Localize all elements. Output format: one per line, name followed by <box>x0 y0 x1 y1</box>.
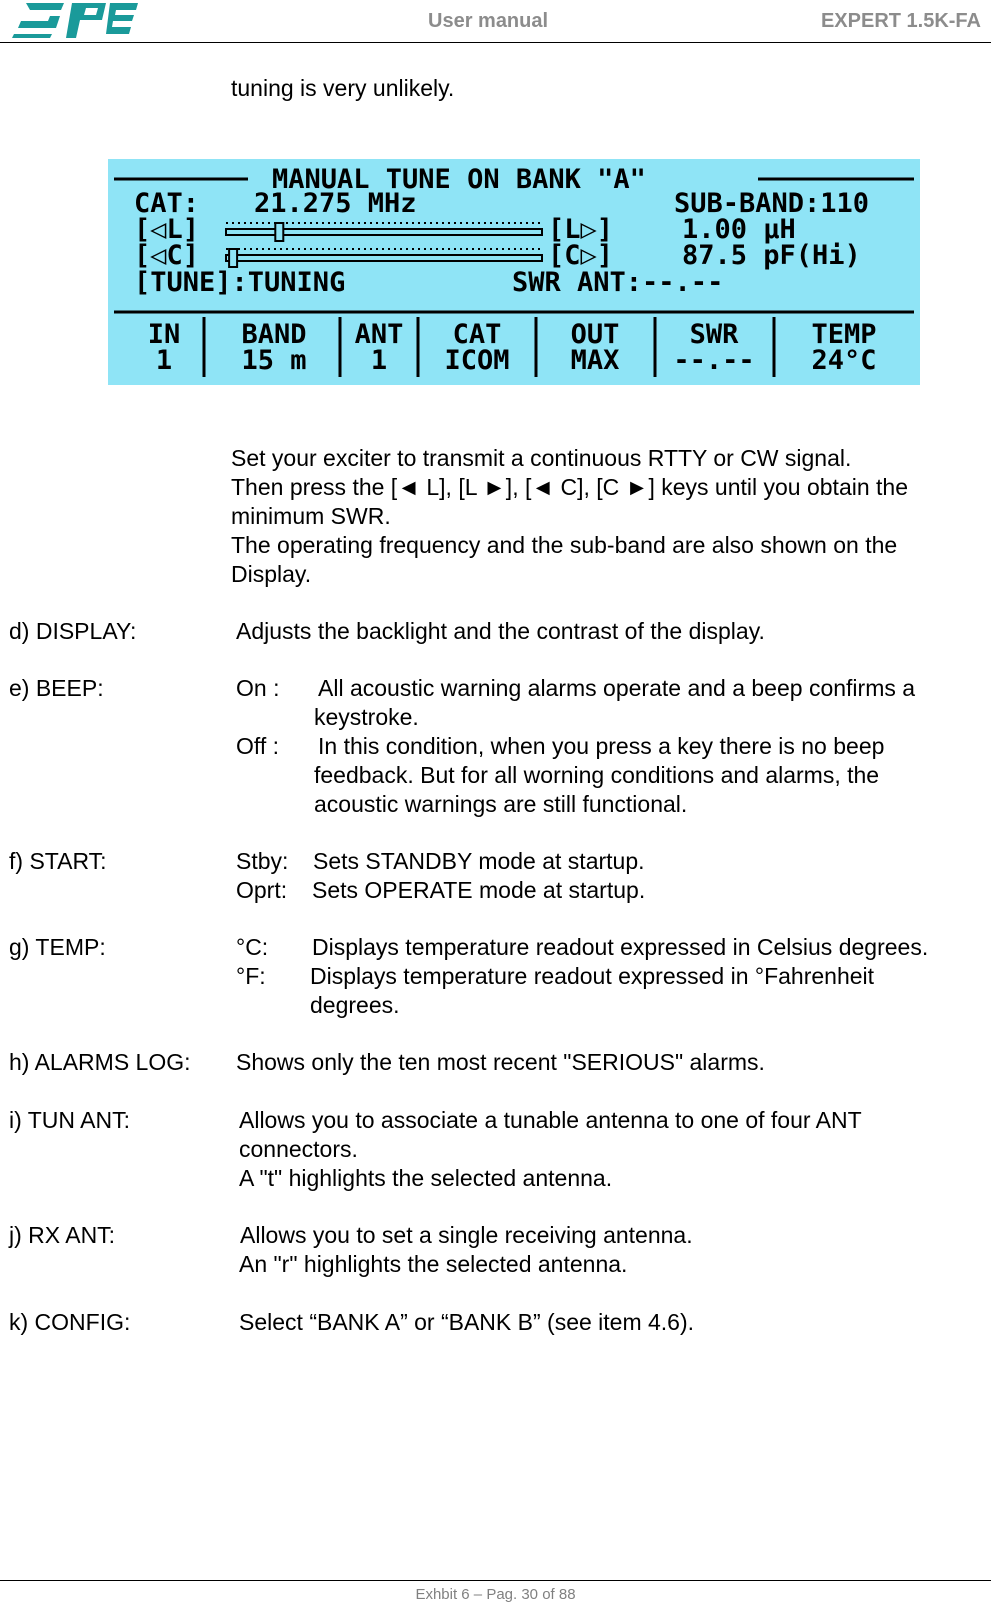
lcd-cell-in-label: IN <box>147 319 181 350</box>
rx-ant-line-1: Allows you to set a single receiving antenna. <box>240 1222 693 1248</box>
lcd-cell-ant-label: ANT <box>354 319 404 350</box>
tun-ant-line-2: connectors. <box>239 1136 358 1162</box>
lcd-l-left: [◁L] <box>134 214 200 245</box>
lcd-cell-temp-value: 24°C <box>811 345 877 376</box>
tun-ant-line-1: Allows you to associate a tunable antenna to one of four ANT <box>239 1107 862 1133</box>
lcd-cell-cat-label: CAT <box>452 319 502 350</box>
temp-f-key: °F: <box>236 963 266 989</box>
beep-on-key: On : <box>236 675 280 701</box>
start-oprt-key: Oprt: <box>236 877 288 903</box>
item-display-text: Adjusts the backlight and the contrast of the display. <box>236 618 765 644</box>
beep-on-line-2: keystroke. <box>314 704 419 730</box>
rx-ant-line-2: An "r" highlights the selected antenna. <box>239 1251 628 1277</box>
lcd-l-value: 1.00 μH <box>682 214 796 245</box>
instruction-line-1: Set your exciter to transmit a continuous RTTY or CW signal. <box>231 445 852 471</box>
instruction-line-4: The operating frequency and the sub-band are also shown on the <box>231 532 898 558</box>
lcd-cell-temp-label: TEMP <box>811 319 877 350</box>
lcd-c-right: [C▷] <box>548 240 614 271</box>
page-footer: Exhbit 6 – Pag. 30 of 88 <box>415 1586 576 1603</box>
beep-off-line-2: feedback. But for all worning conditions and alarms, the <box>314 762 880 788</box>
lcd-c-slider-track <box>226 255 542 261</box>
item-temp-label: g) TEMP: <box>9 934 106 960</box>
lcd-cell-cat-value: ICOM <box>444 345 510 376</box>
instruction-line-3: minimum SWR. <box>231 503 391 529</box>
start-oprt-text: Sets OPERATE mode at startup. <box>312 877 646 903</box>
lcd-c-left: [◁C] <box>134 240 200 271</box>
lcd-cell-swr-value: --.-- <box>673 345 755 376</box>
lcd-title: MANUAL TUNE ON BANK "A" <box>272 164 646 195</box>
beep-off-line-3: acoustic warnings are still functional. <box>314 791 688 817</box>
lcd-cell-band-label: BAND <box>241 319 307 350</box>
lcd-screen <box>108 159 920 385</box>
lcd-tune-status: [TUNE]:TUNING <box>134 267 346 298</box>
item-beep-label: e) BEEP: <box>9 675 104 701</box>
spe-logo <box>10 0 140 44</box>
lcd-subband: SUB-BAND:110 <box>674 188 870 219</box>
beep-off-line-1: In this condition, when you press a key there is no beep <box>318 733 885 759</box>
lcd-c-value: 87.5 pF(Hi) <box>682 240 861 271</box>
beep-off-key: Off : <box>236 733 280 759</box>
item-alarms-log-label: h) ALARMS LOG: <box>9 1049 191 1075</box>
item-config-label: k) CONFIG: <box>9 1309 131 1335</box>
lcd-frequency: 21.275 MHz <box>254 188 417 219</box>
instruction-line-2: Then press the [◄ L], [L ►], [◄ C], [C ►] keys until you obtain the <box>231 474 908 500</box>
lcd-l-slider-track <box>226 229 542 235</box>
lcd-cat-label: CAT: <box>134 188 200 219</box>
temp-c-text: Displays temperature readout expressed in Celsius degrees. <box>312 934 929 960</box>
temp-f-line-2: degrees. <box>310 992 400 1018</box>
beep-on-line-1: All acoustic warning alarms operate and a beep confirms a <box>318 675 916 701</box>
header-model: EXPERT 1.5K-FA <box>820 10 981 32</box>
lcd-c-slider-knob <box>229 249 237 267</box>
item-rx-ant-label: j) RX ANT: <box>9 1222 116 1248</box>
intro-text: tuning is very unlikely. <box>231 75 455 101</box>
lcd-cell-swr-label: SWR <box>689 319 739 350</box>
instruction-line-5: Display. <box>231 561 312 587</box>
tun-ant-line-3: A "t" highlights the selected antenna. <box>239 1165 613 1191</box>
lcd-cell-band-value: 15 m <box>241 345 307 376</box>
lcd-swr-ant: SWR ANT:--.-- <box>512 267 724 298</box>
header-divider <box>0 42 991 43</box>
lcd-cell-ant-value: 1 <box>370 345 388 376</box>
lcd-l-slider-knob <box>275 223 283 241</box>
item-tun-ant-label: i) TUN ANT: <box>9 1107 130 1133</box>
lcd-cell-in-value: 1 <box>155 345 173 376</box>
lcd-l-right: [L▷] <box>548 214 614 245</box>
lcd-cell-out-label: OUT <box>570 319 620 350</box>
start-stby-key: Stby: <box>236 848 289 874</box>
lcd-display <box>108 159 920 385</box>
footer-divider <box>0 1580 991 1581</box>
item-start-label: f) START: <box>9 848 107 874</box>
start-stby-text: Sets STANDBY mode at startup. <box>313 848 645 874</box>
page-header <box>0 0 991 44</box>
temp-c-key: °C: <box>236 934 269 960</box>
item-alarms-log-text: Shows only the ten most recent "SERIOUS" alarms. <box>236 1049 765 1075</box>
header-title: User manual <box>428 10 549 32</box>
temp-f-line-1: Displays temperature readout expressed in °Fahrenheit <box>310 963 875 989</box>
item-config-text: Select “BANK A” or “BANK B” (see item 4.6). <box>239 1309 695 1335</box>
lcd-cell-out-value: MAX <box>570 345 620 376</box>
item-display-label: d) DISPLAY: <box>9 618 137 644</box>
